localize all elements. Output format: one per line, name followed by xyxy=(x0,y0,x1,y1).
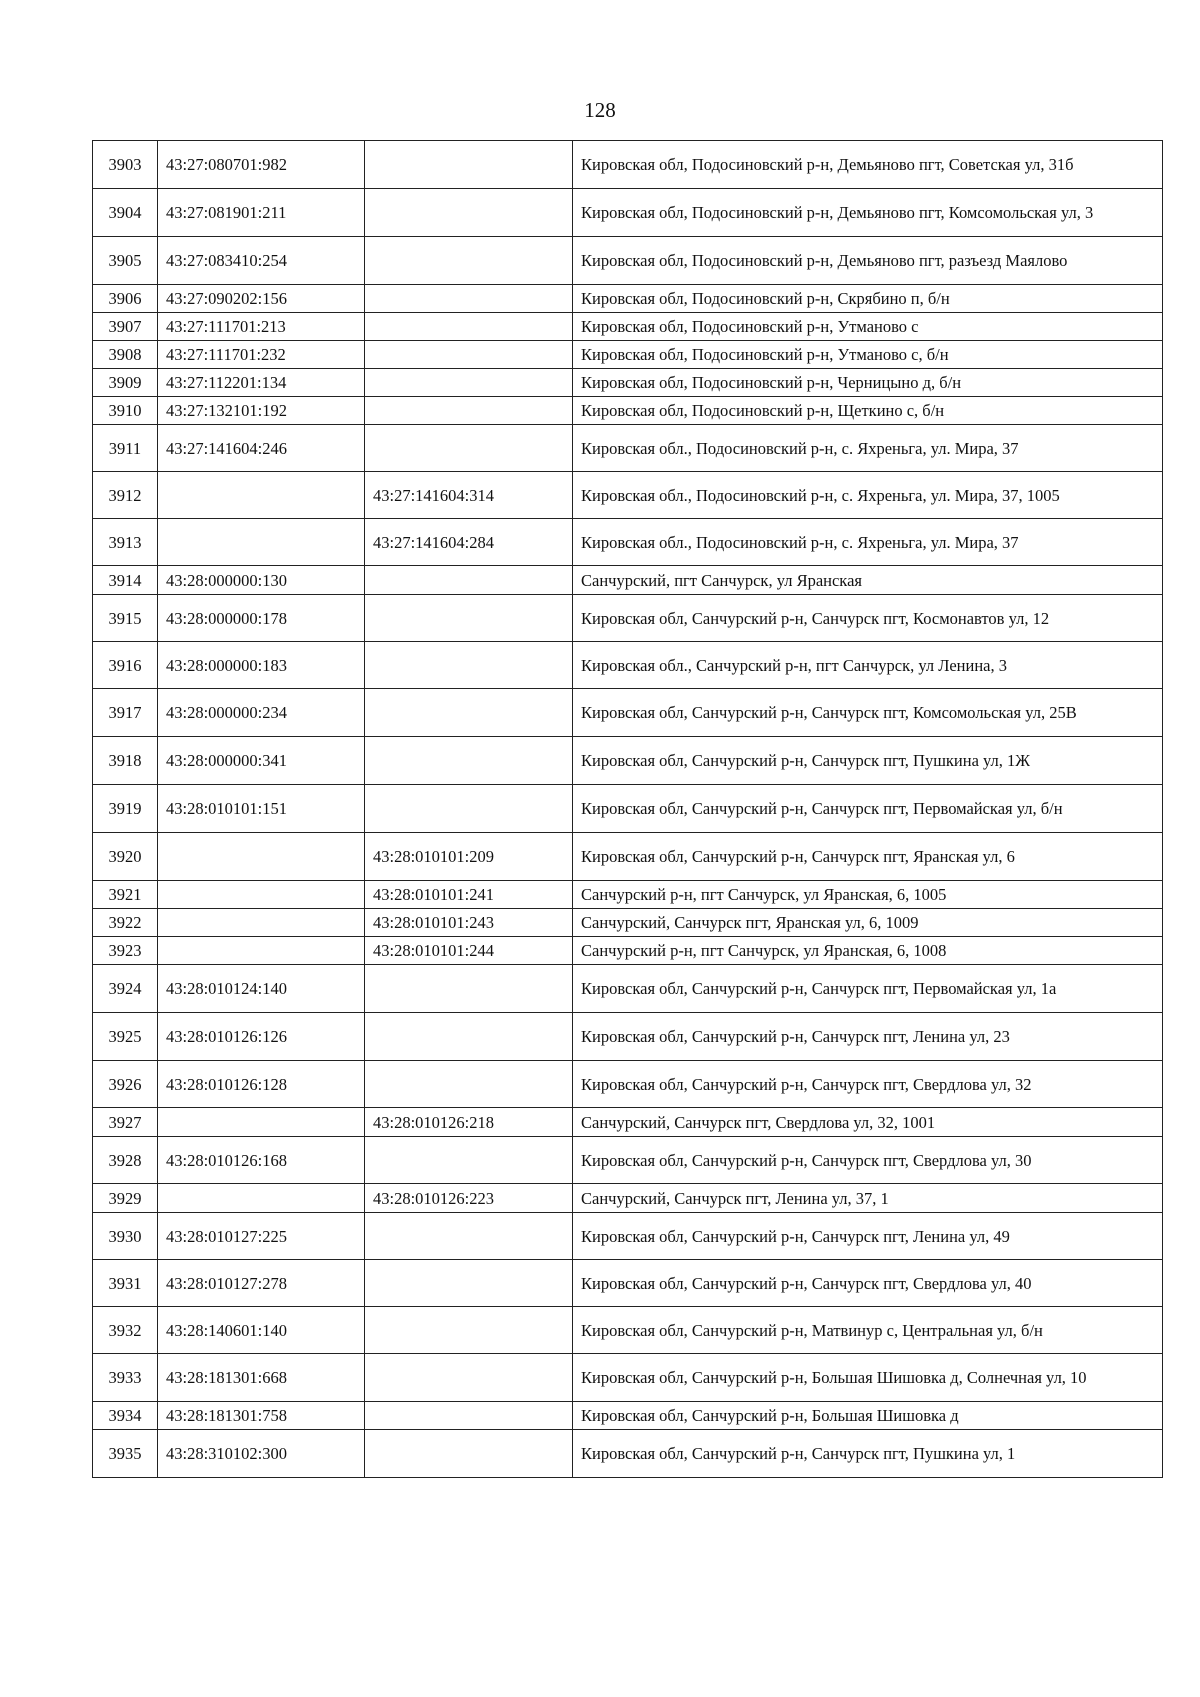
row-number-cell: 3912 xyxy=(93,472,158,519)
address-cell: Кировская обл, Санчурский р-н, Санчурск пгт, Яранская ул, 6 xyxy=(573,833,1163,881)
object-cadastral-number-cell xyxy=(365,1213,573,1260)
object-cadastral-number-cell xyxy=(365,1013,573,1061)
table-row xyxy=(93,881,1163,909)
row-number-cell: 3923 xyxy=(93,937,158,965)
table-row xyxy=(93,519,1163,566)
table-row xyxy=(93,141,1163,189)
object-cadastral-number-cell: 43:27:141604:284 xyxy=(365,519,573,566)
object-cadastral-number-cell xyxy=(365,1137,573,1184)
table-row xyxy=(93,1402,1163,1430)
address-cell: Кировская обл, Подосиновский р-н, Щеткино с, б/н xyxy=(573,397,1163,425)
object-cadastral-number-cell xyxy=(365,313,573,341)
cadastral-number-cell: 43:28:010127:225 xyxy=(158,1213,365,1260)
object-cadastral-number-cell xyxy=(365,1354,573,1402)
row-number-cell: 3907 xyxy=(93,313,158,341)
cadastral-number-cell xyxy=(158,1108,365,1137)
table-row xyxy=(93,369,1163,397)
table-row xyxy=(93,472,1163,519)
address-cell: Санчурский р-н, пгт Санчурск, ул Яранская, 6, 1005 xyxy=(573,881,1163,909)
address-cell: Санчурский, Санчурск пгт, Свердлова ул, 32, 1001 xyxy=(573,1108,1163,1137)
row-number-cell: 3933 xyxy=(93,1354,158,1402)
cadastral-number-cell: 43:27:081901:211 xyxy=(158,189,365,237)
cadastral-number-cell: 43:28:010126:128 xyxy=(158,1061,365,1108)
cadastral-number-cell: 43:28:000000:183 xyxy=(158,642,365,689)
row-number-cell: 3930 xyxy=(93,1213,158,1260)
table-row xyxy=(93,1137,1163,1184)
table-row xyxy=(93,237,1163,285)
address-cell: Кировская обл, Подосиновский р-н, Утманово с, б/н xyxy=(573,341,1163,369)
row-number-cell: 3913 xyxy=(93,519,158,566)
row-number-cell: 3922 xyxy=(93,909,158,937)
object-cadastral-number-cell xyxy=(365,965,573,1013)
cadastral-number-cell xyxy=(158,881,365,909)
object-cadastral-number-cell xyxy=(365,189,573,237)
address-cell: Кировская обл, Санчурский р-н, Санчурск пгт, Свердлова ул, 30 xyxy=(573,1137,1163,1184)
table-row xyxy=(93,785,1163,833)
table-row xyxy=(93,595,1163,642)
row-number-cell: 3924 xyxy=(93,965,158,1013)
cadastral-number-cell: 43:28:010124:140 xyxy=(158,965,365,1013)
row-number-cell: 3918 xyxy=(93,737,158,785)
address-cell: Кировская обл, Санчурский р-н, Матвинур с, Центральная ул, б/н xyxy=(573,1307,1163,1354)
cadastral-number-cell xyxy=(158,937,365,965)
cadastral-number-cell xyxy=(158,472,365,519)
row-number-cell: 3904 xyxy=(93,189,158,237)
cadastral-number-cell xyxy=(158,833,365,881)
cadastral-number-cell: 43:28:010126:126 xyxy=(158,1013,365,1061)
row-number-cell: 3917 xyxy=(93,689,158,737)
row-number-cell: 3914 xyxy=(93,566,158,595)
address-cell: Кировская обл, Подосиновский р-н, Черницыно д, б/н xyxy=(573,369,1163,397)
object-cadastral-number-cell xyxy=(365,369,573,397)
row-number-cell: 3935 xyxy=(93,1430,158,1478)
cadastral-number-cell xyxy=(158,909,365,937)
cadastral-number-cell: 43:28:181301:668 xyxy=(158,1354,365,1402)
row-number-cell: 3926 xyxy=(93,1061,158,1108)
address-cell: Кировская обл, Подосиновский р-н, Демьяново пгт, Комсомольская ул, 3 xyxy=(573,189,1163,237)
address-cell: Кировская обл, Санчурский р-н, Санчурск пгт, Первомайская ул, б/н xyxy=(573,785,1163,833)
table-row xyxy=(93,1213,1163,1260)
address-cell: Кировская обл, Подосиновский р-н, Демьяново пгт, разъезд Маялово xyxy=(573,237,1163,285)
cadastral-number-cell: 43:28:310102:300 xyxy=(158,1430,365,1478)
address-cell: Кировская обл., Подосиновский р-н, с. Яхреньга, ул. Мира, 37, 1005 xyxy=(573,472,1163,519)
cadastral-number-cell: 43:27:112201:134 xyxy=(158,369,365,397)
object-cadastral-number-cell xyxy=(365,737,573,785)
table-row xyxy=(93,1430,1163,1478)
table-row xyxy=(93,909,1163,937)
table-row xyxy=(93,425,1163,472)
address-cell: Кировская обл, Санчурский р-н, Санчурск пгт, Пушкина ул, 1Ж xyxy=(573,737,1163,785)
table-row xyxy=(93,1260,1163,1307)
address-cell: Кировская обл, Санчурский р-н, Санчурск пгт, Пушкина ул, 1 xyxy=(573,1430,1163,1478)
row-number-cell: 3929 xyxy=(93,1184,158,1213)
cadastral-number-cell: 43:27:083410:254 xyxy=(158,237,365,285)
cadastral-number-cell: 43:27:132101:192 xyxy=(158,397,365,425)
page-number: 128 xyxy=(584,98,616,122)
object-cadastral-number-cell xyxy=(365,1430,573,1478)
table-row xyxy=(93,566,1163,595)
address-cell: Кировская обл, Санчурский р-н, Санчурск пгт, Ленина ул, 49 xyxy=(573,1213,1163,1260)
address-cell: Кировская обл, Санчурский р-н, Большая Шишовка д xyxy=(573,1402,1163,1430)
cadastral-number-cell: 43:28:000000:130 xyxy=(158,566,365,595)
address-cell: Санчурский, Санчурск пгт, Ленина ул, 37, 1 xyxy=(573,1184,1163,1213)
object-cadastral-number-cell: 43:28:010101:209 xyxy=(365,833,573,881)
table-row xyxy=(93,1061,1163,1108)
object-cadastral-number-cell: 43:27:141604:314 xyxy=(365,472,573,519)
address-cell: Кировская обл., Подосиновский р-н, с. Яхреньга, ул. Мира, 37 xyxy=(573,519,1163,566)
object-cadastral-number-cell xyxy=(365,341,573,369)
table-row xyxy=(93,285,1163,313)
cadastral-number-cell: 43:28:000000:234 xyxy=(158,689,365,737)
object-cadastral-number-cell xyxy=(365,1402,573,1430)
address-cell: Кировская обл, Санчурский р-н, Санчурск пгт, Ленина ул, 23 xyxy=(573,1013,1163,1061)
object-cadastral-number-cell: 43:28:010101:243 xyxy=(365,909,573,937)
cadastral-number-cell: 43:27:090202:156 xyxy=(158,285,365,313)
table-row xyxy=(93,1013,1163,1061)
cadastral-number-cell: 43:28:010127:278 xyxy=(158,1260,365,1307)
address-cell: Кировская обл, Подосиновский р-н, Утманово с xyxy=(573,313,1163,341)
address-cell: Санчурский, пгт Санчурск, ул Яранская xyxy=(573,566,1163,595)
table-row xyxy=(93,313,1163,341)
table-row xyxy=(93,1108,1163,1137)
object-cadastral-number-cell xyxy=(365,397,573,425)
address-cell: Санчурский р-н, пгт Санчурск, ул Яранская, 6, 1008 xyxy=(573,937,1163,965)
cadastral-number-cell: 43:28:010126:168 xyxy=(158,1137,365,1184)
table-row xyxy=(93,1307,1163,1354)
address-cell: Кировская обл, Санчурский р-н, Санчурск пгт, Свердлова ул, 40 xyxy=(573,1260,1163,1307)
table-row xyxy=(93,1184,1163,1213)
row-number-cell: 3903 xyxy=(93,141,158,189)
address-cell: Санчурский, Санчурск пгт, Яранская ул, 6, 1009 xyxy=(573,909,1163,937)
row-number-cell: 3932 xyxy=(93,1307,158,1354)
cadastral-number-cell: 43:27:111701:232 xyxy=(158,341,365,369)
registry-table-body xyxy=(93,141,1163,1478)
object-cadastral-number-cell xyxy=(365,141,573,189)
row-number-cell: 3915 xyxy=(93,595,158,642)
address-cell: Кировская обл., Подосиновский р-н, с. Яхреньга, ул. Мира, 37 xyxy=(573,425,1163,472)
cadastral-number-cell: 43:27:080701:982 xyxy=(158,141,365,189)
row-number-cell: 3934 xyxy=(93,1402,158,1430)
address-cell: Кировская обл, Санчурский р-н, Большая Шишовка д, Солнечная ул, 10 xyxy=(573,1354,1163,1402)
address-cell: Кировская обл, Санчурский р-н, Санчурск пгт, Первомайская ул, 1а xyxy=(573,965,1163,1013)
table-row xyxy=(93,833,1163,881)
object-cadastral-number-cell: 43:28:010101:244 xyxy=(365,937,573,965)
table-row xyxy=(93,341,1163,369)
row-number-cell: 3916 xyxy=(93,642,158,689)
table-row xyxy=(93,642,1163,689)
row-number-cell: 3931 xyxy=(93,1260,158,1307)
address-cell: Кировская обл, Санчурский р-н, Санчурск пгт, Космонавтов ул, 12 xyxy=(573,595,1163,642)
object-cadastral-number-cell xyxy=(365,689,573,737)
object-cadastral-number-cell xyxy=(365,285,573,313)
cadastral-number-cell: 43:28:140601:140 xyxy=(158,1307,365,1354)
table-row xyxy=(93,689,1163,737)
row-number-cell: 3906 xyxy=(93,285,158,313)
row-number-cell: 3908 xyxy=(93,341,158,369)
table-row xyxy=(93,737,1163,785)
object-cadastral-number-cell xyxy=(365,237,573,285)
table-row xyxy=(93,1354,1163,1402)
object-cadastral-number-cell xyxy=(365,1260,573,1307)
row-number-cell: 3925 xyxy=(93,1013,158,1061)
object-cadastral-number-cell: 43:28:010101:241 xyxy=(365,881,573,909)
object-cadastral-number-cell xyxy=(365,595,573,642)
table-row xyxy=(93,189,1163,237)
object-cadastral-number-cell xyxy=(365,642,573,689)
table-row xyxy=(93,937,1163,965)
row-number-cell: 3921 xyxy=(93,881,158,909)
object-cadastral-number-cell: 43:28:010126:223 xyxy=(365,1184,573,1213)
row-number-cell: 3919 xyxy=(93,785,158,833)
row-number-cell: 3920 xyxy=(93,833,158,881)
address-cell: Кировская обл, Подосиновский р-н, Демьяново пгт, Советская ул, 31б xyxy=(573,141,1163,189)
cadastral-number-cell xyxy=(158,519,365,566)
object-cadastral-number-cell xyxy=(365,1061,573,1108)
address-cell: Кировская обл., Санчурский р-н, пгт Санчурск, ул Ленина, 3 xyxy=(573,642,1163,689)
address-cell: Кировская обл, Санчурский р-н, Санчурск пгт, Комсомольская ул, 25В xyxy=(573,689,1163,737)
address-cell: Кировская обл, Подосиновский р-н, Скрябино п, б/н xyxy=(573,285,1163,313)
cadastral-number-cell xyxy=(158,1184,365,1213)
cadastral-number-cell: 43:27:141604:246 xyxy=(158,425,365,472)
object-cadastral-number-cell: 43:28:010126:218 xyxy=(365,1108,573,1137)
registry-table xyxy=(92,140,1163,1478)
row-number-cell: 3909 xyxy=(93,369,158,397)
cadastral-number-cell: 43:28:181301:758 xyxy=(158,1402,365,1430)
address-cell: Кировская обл, Санчурский р-н, Санчурск пгт, Свердлова ул, 32 xyxy=(573,1061,1163,1108)
object-cadastral-number-cell xyxy=(365,785,573,833)
table-row xyxy=(93,397,1163,425)
cadastral-number-cell: 43:27:111701:213 xyxy=(158,313,365,341)
object-cadastral-number-cell xyxy=(365,425,573,472)
cadastral-number-cell: 43:28:010101:151 xyxy=(158,785,365,833)
row-number-cell: 3911 xyxy=(93,425,158,472)
row-number-cell: 3910 xyxy=(93,397,158,425)
cadastral-number-cell: 43:28:000000:341 xyxy=(158,737,365,785)
row-number-cell: 3905 xyxy=(93,237,158,285)
row-number-cell: 3928 xyxy=(93,1137,158,1184)
cadastral-number-cell: 43:28:000000:178 xyxy=(158,595,365,642)
table-row xyxy=(93,965,1163,1013)
object-cadastral-number-cell xyxy=(365,566,573,595)
object-cadastral-number-cell xyxy=(365,1307,573,1354)
row-number-cell: 3927 xyxy=(93,1108,158,1137)
